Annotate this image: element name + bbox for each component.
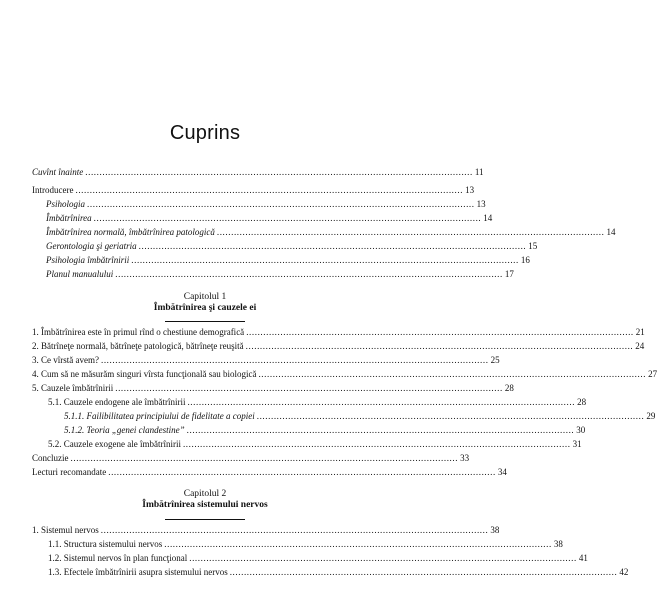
toc-entry-page: 13: [465, 185, 475, 195]
chapter-rule: [165, 519, 245, 520]
dot-leader: ........................................................................................................................................: [216, 227, 605, 237]
toc-entry-label: 5.1.1. Failibilitatea principiului de fidelitate a copiei: [64, 411, 255, 421]
dot-leader: ........................................................................................................................................: [189, 553, 577, 563]
dot-leader: ........................................................................................................................................: [187, 397, 576, 407]
toc-entry-label: 1.3. Efectele îmbătrînirii asupra sistemului nervos: [48, 567, 228, 577]
toc-entry-page: 17: [504, 269, 514, 279]
dot-leader: ........................................................................................................................................: [138, 241, 527, 251]
chapter-label: Capitolul 1: [183, 292, 227, 302]
toc-entry[interactable]: [0, 410, 656, 422]
toc-entry[interactable]: [0, 184, 475, 196]
toc-entry-label: 4. Cum să ne măsurăm singuri vîrsta funcţională sau biologică: [32, 369, 257, 379]
toc-entry-page: 21: [635, 327, 645, 337]
toc-entry-page: 31: [572, 439, 582, 449]
toc-entry[interactable]: [0, 538, 563, 550]
toc-entry-page: 11: [474, 167, 484, 177]
dot-leader: ........................................................................................................................................: [131, 255, 519, 265]
toc-entry[interactable]: [0, 424, 586, 436]
toc-entry-page: 41: [578, 553, 588, 563]
toc-entry-label: 3. Ce vîrstă avem?: [32, 355, 99, 365]
dot-leader: ........................................................................................................................................: [182, 439, 571, 449]
toc-entry[interactable]: [0, 254, 530, 266]
toc-entry-page: 25: [490, 355, 500, 365]
toc-entry[interactable]: [0, 268, 514, 280]
toc-entry[interactable]: [0, 340, 645, 352]
toc-entry[interactable]: [0, 466, 507, 478]
dot-leader: ........................................................................................................................................: [93, 213, 482, 223]
chapter-title: Îmbătrînirea sistemului nervos: [142, 500, 268, 510]
dot-leader: ........................................................................................................................................: [258, 369, 647, 379]
toc-entry[interactable]: [0, 524, 500, 536]
toc-entry-label: Introducere: [32, 185, 74, 195]
toc-entry[interactable]: [0, 198, 486, 210]
toc-entry[interactable]: [0, 368, 657, 380]
toc-entry-page: 14: [606, 227, 616, 237]
dot-leader: ........................................................................................................................................: [75, 185, 464, 195]
toc-entry-label: 5.1.2. Teoria „genei clandestine”: [64, 425, 185, 435]
toc-entry-page: 13: [476, 199, 486, 209]
toc-entry[interactable]: [0, 552, 588, 564]
toc-entry-label: 1.1. Structura sistemului nervos: [48, 539, 163, 549]
dot-leader: ........................................................................................................................................: [70, 453, 459, 463]
toc-entry-page: 38: [553, 539, 563, 549]
toc-entry-label: Îmbătrînirea normală, îmbătrînirea patologică: [46, 227, 215, 237]
chapter-title: Îmbătrînirea şi cauzele ei: [153, 303, 257, 313]
toc-entry-label: 1. Îmbătrînirea este în primul rînd o chestiune demografică: [32, 327, 245, 337]
toc-entry-label: Psihologia: [46, 199, 86, 209]
toc-entry-label: 1. Sistemul nervos: [32, 525, 99, 535]
toc-entry[interactable]: [0, 240, 538, 252]
dot-leader: ........................................................................................................................................: [100, 355, 489, 365]
chapter-rule: [165, 321, 245, 322]
toc-entry-label: Concluzie: [32, 453, 69, 463]
toc-entry-page: 16: [520, 255, 530, 265]
toc-entry-page: 24: [635, 341, 645, 351]
toc-entry[interactable]: [0, 226, 616, 238]
toc-entry-page: 28: [504, 383, 514, 393]
chapter-label: Capitolul 2: [183, 489, 227, 499]
toc-entry-page: 15: [528, 241, 538, 251]
toc-entry[interactable]: [0, 452, 470, 464]
toc-entry-label: Îmbătrînirea: [46, 213, 92, 223]
toc-entry-label: Gerontologia şi geriatria: [46, 241, 137, 251]
toc-entry-label: Cuvînt înainte: [32, 167, 84, 177]
toc-entry[interactable]: [0, 396, 587, 408]
toc-entry-page: 34: [497, 467, 507, 477]
toc-entry-label: Lecturi recomandate: [32, 467, 107, 477]
toc-entry-label: Psihologia îmbătrînirii: [46, 255, 130, 265]
toc-entry-page: 42: [619, 567, 629, 577]
toc-entry[interactable]: [0, 326, 645, 338]
toc-entry[interactable]: [0, 566, 629, 578]
toc-entry-page: 14: [483, 213, 493, 223]
toc-entry-page: 30: [576, 425, 586, 435]
toc-entry-page: 38: [490, 525, 500, 535]
toc-entry-label: 5.2. Cauzele exogene ale îmbătrînirii: [48, 439, 181, 449]
toc-entry[interactable]: [0, 382, 514, 394]
dot-leader: ........................................................................................................................................: [229, 567, 618, 577]
dot-leader: ........................................................................................................................................: [108, 467, 496, 477]
toc-entry-label: 2. Bătrîneţe normală, bătrîneţe patologică, bătrîneţe reuşită: [32, 341, 244, 351]
dot-leader: ........................................................................................................................................: [186, 425, 575, 435]
toc-entry-label: 1.2. Sistemul nervos în plan funcţional: [48, 553, 188, 563]
dot-leader: ........................................................................................................................................: [164, 539, 552, 549]
toc-entry[interactable]: [0, 438, 582, 450]
dot-leader: ........................................................................................................................................: [85, 167, 473, 177]
toc-entry-label: Planul manualului: [46, 269, 114, 279]
toc-entry[interactable]: [0, 354, 500, 366]
toc-entry-page: 33: [460, 453, 470, 463]
dot-leader: ........................................................................................................................................: [87, 199, 475, 209]
page-title: Cuprins: [169, 122, 241, 144]
toc-entry[interactable]: [0, 212, 493, 224]
toc-entry-page: 28: [577, 397, 587, 407]
toc-entry-label: 5.1. Cauzele endogene ale îmbătrînirii: [48, 397, 186, 407]
dot-leader: ........................................................................................................................................: [115, 269, 503, 279]
dot-leader: ........................................................................................................................................: [256, 411, 645, 421]
dot-leader: ........................................................................................................................................: [100, 525, 489, 535]
toc-entry-page: 29: [646, 411, 656, 421]
dot-leader: ........................................................................................................................................: [115, 383, 503, 393]
toc-entry[interactable]: [0, 166, 484, 178]
toc-entry-label: 5. Cauzele îmbătrînirii: [32, 383, 114, 393]
dot-leader: ........................................................................................................................................: [246, 327, 634, 337]
toc-entry-page: 27: [648, 369, 657, 379]
dot-leader: ........................................................................................................................................: [245, 341, 634, 351]
